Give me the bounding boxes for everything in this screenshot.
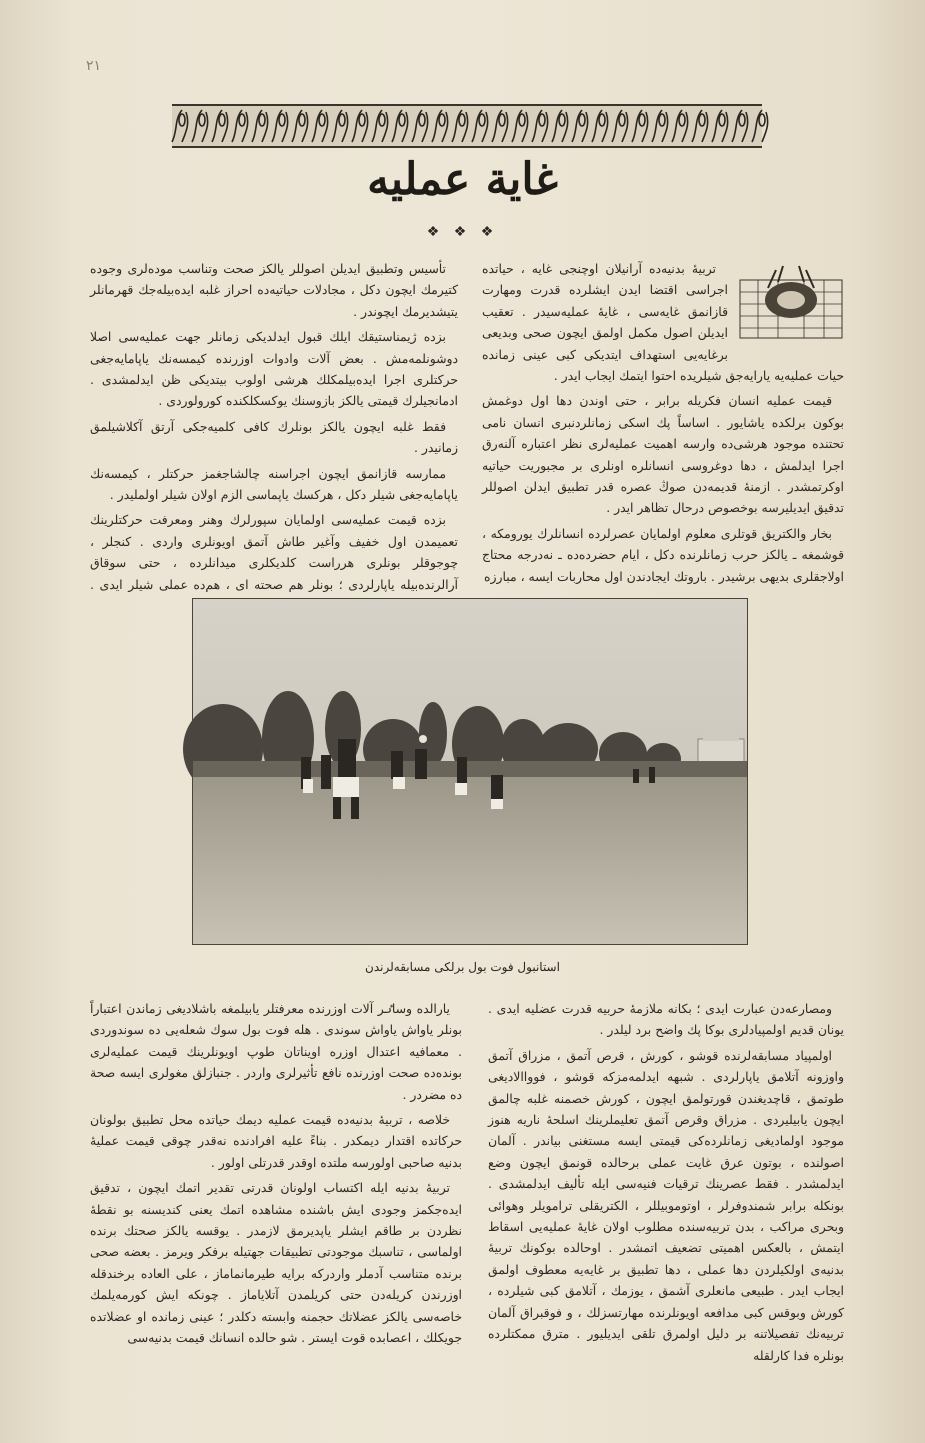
paragraph: ومصارعه‌دن عبارت ايدى ؛ بكانه ملازمهٔ حربيه قدرت عضليه ايدى . يونان قديم اولمپيادلرى بوكا پك واضح برد ليلدر . bbox=[488, 1001, 844, 1038]
floral-ornament-icon bbox=[172, 106, 762, 146]
football-match-photo bbox=[192, 598, 748, 945]
title-separator: ❖ ❖ ❖ bbox=[426, 224, 499, 240]
basket-vignette-icon bbox=[738, 260, 844, 340]
paragraph: خلاصه ، تربيهٔ بدنيه‌ده قيمت عمليه ديمك حياتده محل تطبيق بولونان حركاتده اقتدار ديمكدر . بناءً عليه افرادنده نه‌قدر چوقى قيمت عمليهٔ بدنيه صاحبى اولورسه ملتده اوقدر قدرتلى اولور . bbox=[90, 1112, 462, 1170]
paragraph: بزده قيمت عمليه‌سى اولمايان سپورلرك وهنر ومعرفت حركتلرينك تعميمدن اول خفيف وآغير طاش آتمق اويونلرى واردى . كنجلر ، چوجوقلر بونلرى هرراست كلديكلرى ميدانلرده ، حتى سوقاق آرالرنده‌بيله ياپارلردى ؛ بونلر هم صحته اى ، هم‌ده عملى شيلر ايدى . bbox=[90, 512, 458, 592]
paragraph: ممارسه قازانمق ايچون اجراسنه چالشاجغمز حركتلر ، كيمسه‌نك ياپامايه‌جغى شيلر دكل ، هركسك ياپماسى الزم اولان شيلر اولمليدر . bbox=[90, 465, 458, 503]
column-bottom-left bbox=[90, 998, 462, 1390]
paragraph: بخار والكتريق قوتلرى معلوم اولمايان عصرلرده انسانلرك يورومكه ، قوشمغه ـ يالكز حرب زمانلرنده دكل ، ايام حضرده‌ده ـ نه‌درجه محتاج اولاجقلرى بديهى برشيدر . باروتك ايجادندن اول محاربات ايسه ، مبارزه bbox=[482, 525, 844, 584]
paragraph: بزده ژيمناستيقك ايلك قبول ايدلديكى زمانلر جهت عمليه‌سى اصلا دوشونلمه‌مش . بعض آلات وادوات اوزرنده كيمسه‌نك ياپامايه‌جغى حركتلرى اجرا ايده‌بيلمكلك هرشى اولوب بيتديكى ظن ايدلمشدى . ادمانجيلرك قيمتى يالكز بازوسنك يوكسكلكنده كورولوردى . bbox=[90, 329, 458, 409]
paragraph: قيمت عمليه انسان فكريله برابر ، حتى اوندن دها اول دوغمش بوكون برلكده ياشايور . اساساً پك اسكى زمانلردنبرى انسان نامى تحتنده موجود هرشى‌ده وارسه اهميت عمليه‌لرى نظر اعتباره آلنه‌رق اجرا ايدلمش ، دها دوغروسى انسانلره اونلرى بر مجبوريت حياتيه اوكرتمشدر . ازمنهٔ قديمه‌دن صوڭ عصره قدر تطبيق ايدلن اصوللر تدقيق ايديليرسه بوخصوص درحال تظاهر ايدر . bbox=[482, 393, 844, 516]
ornamental-header-band bbox=[172, 104, 762, 148]
paragraph: تربيهٔ بدنيه‌ده آرانيلان اوچنجى غايه ، حياتده اجراسى اقتضا ايدن ايشلرده قدرت ومهارت قازانمق غايه‌سى ، غايهٔ عمليه‌سيدر . تعقيب ايديلن اصول مكمل اولمق ايچون صحى وبديعى برغايه‌يى استهداف ايتديكى كبى عينى زمانده حيات عمليه‌يه يارايه‌جق شيلريده احتوا ايتمك ايجاب ايدر . bbox=[482, 261, 844, 384]
paragraph: اولمپياد مسابقه‌لرنده قوشو ، كورش ، قرص آتمق ، مزراق آتمق واوزونه آتلامق ياپارلردى . شبهه ايدلمه‌مزكه قوشو ، فوواالاديغى طوتمق ، قاچديغندن قورتولمق ايچون ، كورش خصمنه غلبه چالمق ايچون يابيليردى . مزراق وقرص آتمق تعليملرينك اسلحهٔ ناريه هنوز موجود اولماديغى زمانلرده‌كى قيمتى ايسه مستغنى بياندر . آلمان اصولنده ، بوتون عرق غايت عملى برحالده قونمق ايچون وضع ايدلمشدر . فقط عصرينك ترقيات فنيه‌سى ايله تأليف ايدلمشدى . بونكله برابر شمندوفرلر ، اوتوموبيللر ، الكتريقلى ترامويلر وهوائى وبحرى مراكب ، بدن تربيه‌سنده مطلوب اولان غايهٔ عمليه‌يى اسقاط ايتمش ، بالعكس اهميتى تضعيف اتمشدر . اوحالده بوكونك تربيهٔ بدنيه‌ى اولكيلردن دها عملى ، دها تطبيق بر غايه‌يه معطوف اولمق ايجاب ايدر . طبيعى مانعلرى آشمق ، يوزمك ، آتلامق كبى شيلرده ، كورش وبوقس كبى مدافعه اويونلرنده مهارتسزلك ، و فوقبراق آلمان تربيه‌نك تفصيلاتنه بر دليل اولمرق تلقى ايديليور . مترق ممكتلرده بونلره فدا كارلقله bbox=[488, 1047, 844, 1363]
paragraph: تربيهٔ بدنيه ايله اكتساب اولونان قدرتى تقدير اتمك ايچون ، تدقيق ايده‌جكمز وجودى ايش باشنده مشاهده اتمك يعنى كنديسنه بو نقطهٔ نظردن بر طاقم ايشلر ياپديرمق لازمدر . يوقسه يالكز صحتك برنده اولماسى ، تناسبك موجودتى تطبيقات جهتيله برفكر ويرمز . بعضه صحى برنده متناسب آدملر واردركه برايه طيرمانماماز ، على العاده برخندقله اوزرندن كريله‌دن حتى كريلمدن آتلاياماز . چونكه ايش كورمه‌يلمك خاصه‌سى يالكز عضلاتك حجمنه وابسته دكلدر ؛ عينى زمانده او عضلاتده جويكلك ، اعصابده قوت ايستر . شو حالده انسانك قيمت بدنيه‌سى bbox=[90, 1180, 462, 1346]
article-title: غاية عمليه bbox=[367, 154, 558, 205]
page-number: ٢١ bbox=[86, 58, 102, 74]
column-top-right bbox=[482, 258, 844, 588]
column-bottom-right bbox=[488, 998, 844, 1390]
paragraph: تأسيس وتطبيق ايديلن اصوللر يالكز صحت وتناسب موده‌لرى وجوده كتيرمك ايچون دكل ، مجادلات حياتيه‌ده احراز غلبه ايده‌بيله‌جك قهرمانلر يتيشديرمك ايچوندر . bbox=[90, 261, 458, 319]
column-top-left bbox=[90, 258, 458, 592]
paragraph: يارالده وساٸر آلات اوزرنده معرفتلر يابيلمغه باشلاديغى زماندن اعتباراً بونلر ياواش ياواش سوندى . هله فوت بول سوك شعله‌يى ده سوندوردى . معمافيه اعتدال اوزره اويناتان طوپ اويونلرينك قيمت عمليه‌لرى بونده‌ده صحت اوزرنده نافع تأثيرلرى واردر . جنبازلق مغولرى ايسه صحة ده مضردر . bbox=[90, 1001, 462, 1102]
paragraph: فقط غلبه ايچون يالكز بونلرك كافى كلميه‌جكى آرتق آكلاشيلمق زمانيدر . bbox=[90, 418, 458, 456]
photo-caption: استانبول فوت بول برلكى مسابقه‌لرندن bbox=[365, 960, 560, 974]
